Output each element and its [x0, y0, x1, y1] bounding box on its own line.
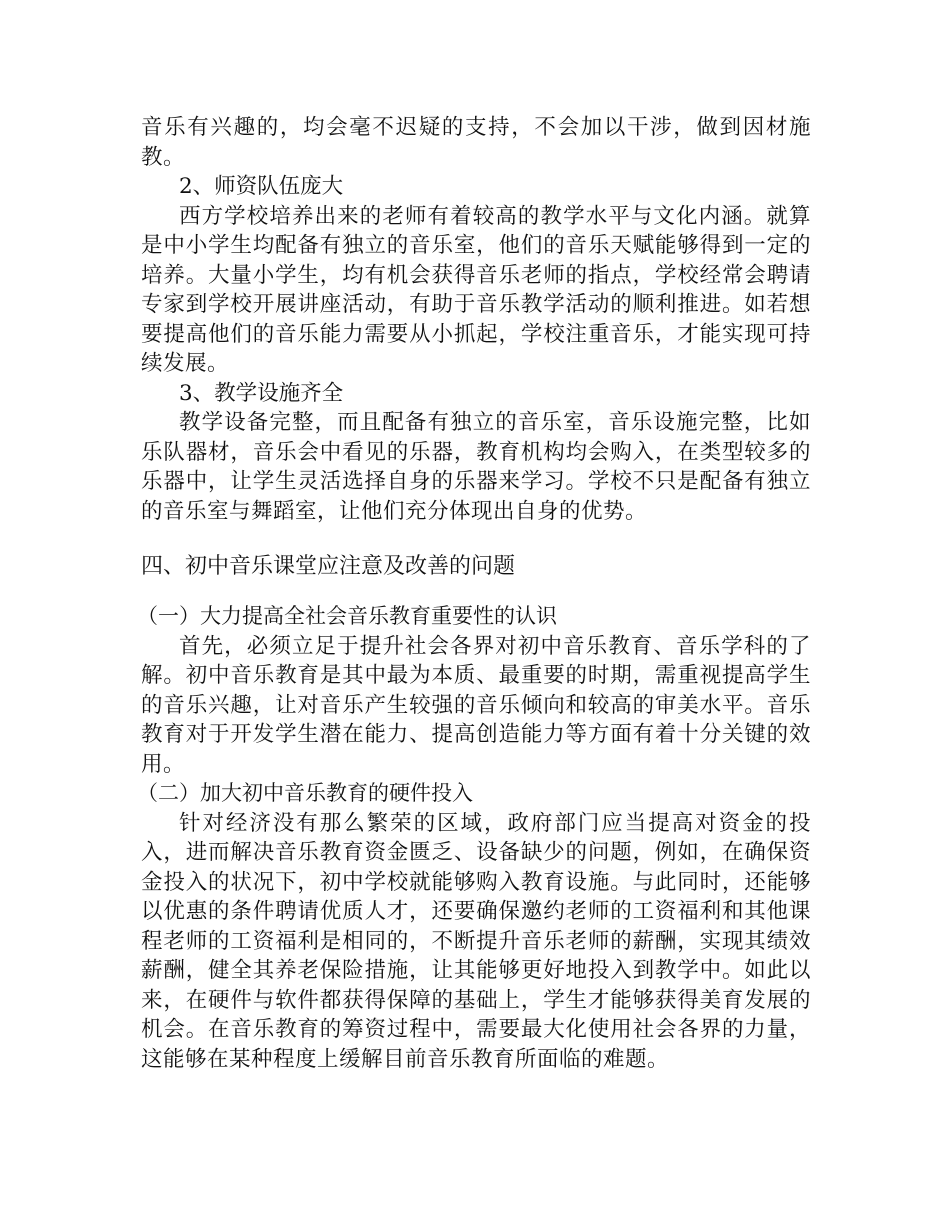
subsection-one-title: （一）大力提高全社会音乐教育重要性的认识: [137, 604, 557, 628]
heading-teacher-team: 2、师资队伍庞大: [179, 174, 344, 199]
heading-facilities: 3、教学设施齐全: [179, 380, 344, 406]
document-page: [137, 113, 811, 1074]
section-title-four: 四、初中音乐课堂应注意及改善的问题: [141, 554, 516, 579]
paragraph-awareness: 首先，必须立足于提升社会各界对初中音乐教育、音乐学科的了解。初中音乐教育是其中最为本质、最重要的时期，需重视提高学生的音乐兴趣，让对音乐产生较强的音乐倾向和较高的审美水平。音乐教育对于开发学生潜在能力、提高创造能力等方面有着十分关键的效用。: [141, 633, 811, 777]
paragraph-facilities: 教学设备完整，而且配备有独立的音乐室，音乐设施完整，比如乐队器材，音乐会中看见的乐器，教育机构均会购入，在类型较多的乐器中，让学生灵活选择自身的乐器来学习。学校不只是配备有独立的音乐室与舞蹈室，让他们充分体现出自身的优势。: [141, 410, 811, 524]
paragraph-teachers: 西方学校培养出来的老师有着较高的教学水平与文化内涵。就算是中小学生均配备有独立的音乐室，他们的音乐天赋能够得到一定的培养。大量小学生，均有机会获得音乐老师的指点，学校经常会聘请专家到学校开展讲座活动，有助于音乐教学活动的顺利推进。如若想要提高他们的音乐能力需要从小抓起，学校注重音乐，才能实现可持续发展。: [141, 203, 811, 376]
paragraph-continuation: 音乐有兴趣的，均会毫不迟疑的支持，不会加以干涉，做到因材施教。: [141, 115, 811, 170]
paragraph-hardware-investment: 针对经济没有那么繁荣的区域，政府部门应当提高对资金的投入，进而解决音乐教育资金匮乏、设备缺少的问题，例如，在确保资金投入的状况下，初中学校就能够购入教育设施。与此同时，还能够以优惠的条件聘请优质人才，还要确保邀约老师的工资福利和其他课程老师的工资福利是相同的，不断提升音乐老师的薪酬，实现其绩效薪酬，健全其养老保险措施，让其能够更好地投入到教学中。如此以来，在硬件与软件都获得保障的基础上，学生才能够获得美育发展的机会。在音乐教育的筹资过程中，需要最大化使用社会各界的力量，这能够在某种程度上缓解目前音乐教育所面临的难题。: [141, 810, 811, 1072]
subsection-two-title: （二）加大初中音乐教育的硬件投入: [137, 781, 473, 805]
